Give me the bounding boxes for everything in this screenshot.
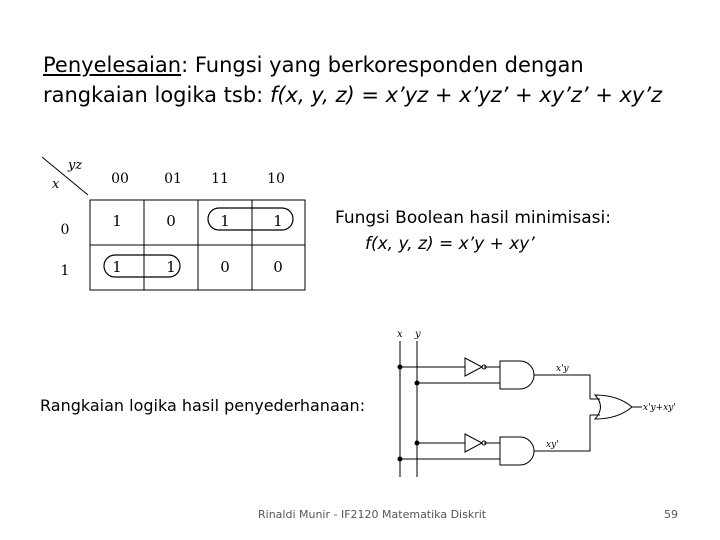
logic-circuit (370, 325, 700, 485)
circuit-label: Rangkaian logika hasil penyederhanaan: (40, 396, 366, 415)
kmap-cell: 1 (220, 212, 230, 230)
heading-label: Penyelesaian (43, 53, 182, 77)
wire (534, 375, 590, 399)
karnaugh-map (40, 155, 320, 305)
original-function: f(x, y, z) = x’yz + x’yz’ + xy’z’ + xy’z (269, 83, 663, 107)
kmap-cell: 1 (273, 212, 283, 230)
kmap-cell: 1 (166, 258, 176, 276)
and-gate (500, 437, 534, 465)
minimized-result (335, 205, 611, 257)
and2-output-label: xy' (546, 440, 559, 450)
minimized-function: f(x, y, z) = x’y + xy’ (365, 234, 535, 254)
wire (534, 415, 590, 451)
kmap-col-header: 11 (211, 171, 229, 187)
kmap-col-header: 00 (111, 171, 129, 187)
kmap-row-header: 1 (60, 263, 70, 279)
not-gate (465, 434, 482, 452)
page-number: 59 (664, 508, 678, 521)
kmap-row-header: 0 (60, 222, 70, 238)
kmap-row-var: x (52, 177, 60, 192)
heading-line-1 (43, 50, 703, 80)
kmap-cell: 0 (273, 258, 283, 276)
and-gate (500, 361, 534, 389)
and1-output-label: x'y (556, 364, 569, 374)
heading-line-1-text: : Fungsi yang berkoresponden dengan (181, 53, 584, 77)
or-output-label: x'y+xy' (643, 403, 676, 413)
result-title: Fungsi Boolean hasil minimisasi: (335, 208, 611, 228)
junction-dot (415, 441, 420, 446)
kmap-cell: 1 (112, 212, 122, 230)
junction-dot (398, 457, 403, 462)
footer-credit: Rinaldi Munir - IF2120 Matematika Diskrit (258, 508, 487, 521)
kmap-cell: 0 (220, 258, 230, 276)
kmap-col-var: yz (68, 158, 83, 173)
kmap-cell: 0 (166, 212, 176, 230)
kmap-col-header: 01 (164, 171, 182, 187)
heading (43, 50, 703, 110)
heading-line-2-text: rangkaian logika tsb: (43, 83, 270, 107)
input-y-label: y (415, 329, 421, 340)
kmap-col-header: 10 (267, 171, 285, 187)
heading-line-2 (43, 80, 703, 110)
input-x-label: x (397, 329, 403, 340)
junction-dot (415, 381, 420, 386)
kmap-cell: 1 (112, 258, 122, 276)
not-gate (465, 358, 482, 376)
junction-dot (398, 365, 403, 370)
or-gate (595, 395, 632, 419)
